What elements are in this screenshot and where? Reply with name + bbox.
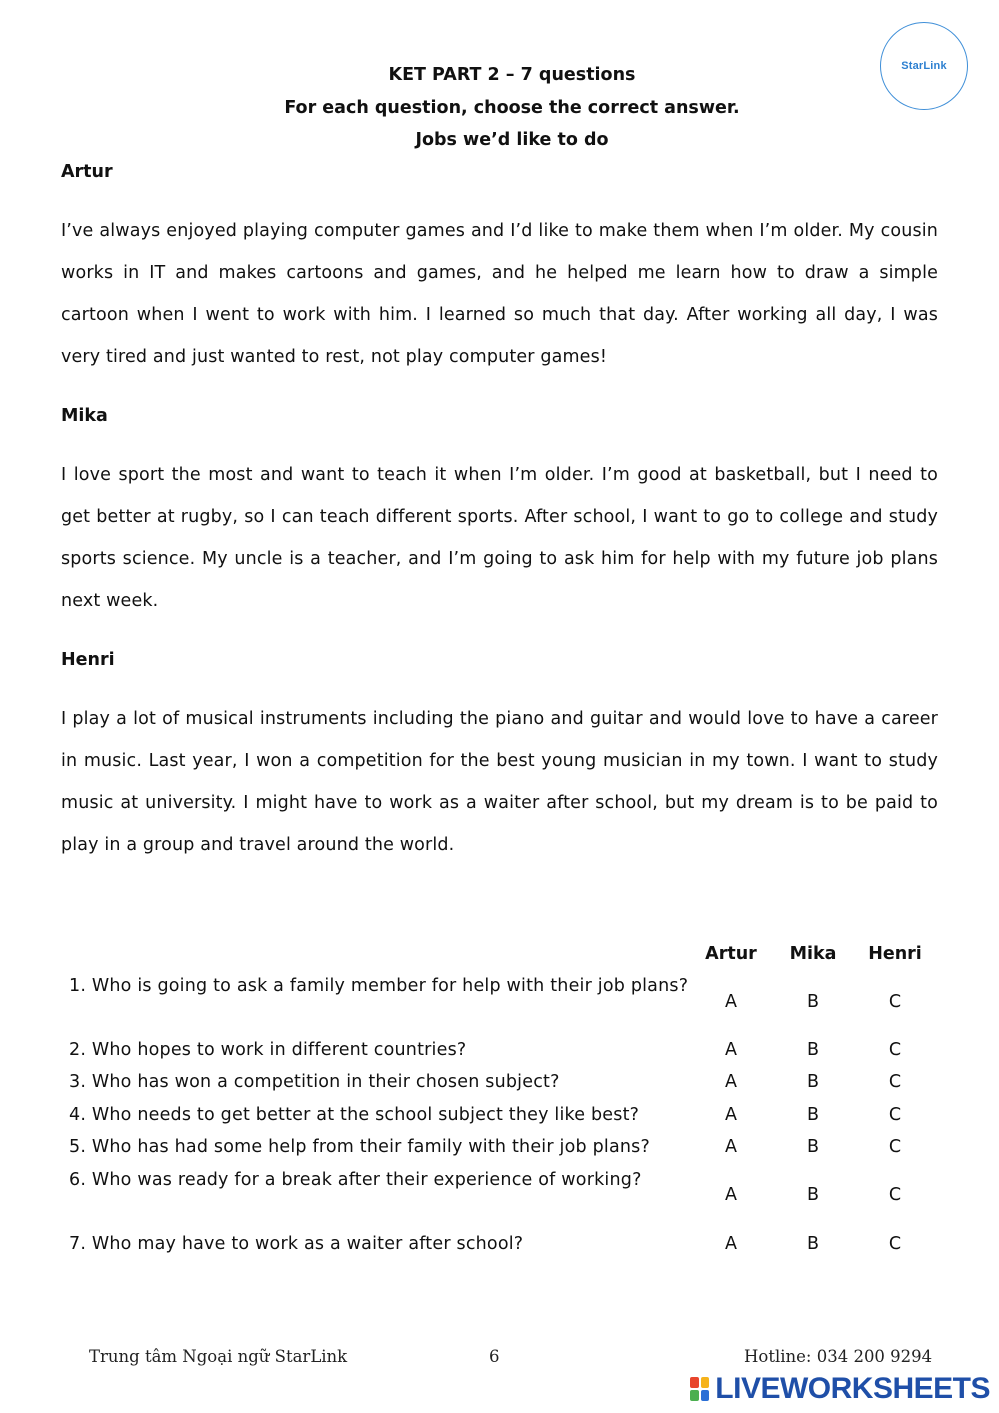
section-text-henri: I play a lot of musical instruments including the piano and guitar and would love to have a career in music. Last year, I won a competition for the best young musician in my town. I want to study music at university. I might have to work as a waiter after school, but my dream is to be paid to play in a group and travel around the world. xyxy=(61,709,938,855)
q1-option-b[interactable]: B xyxy=(806,992,819,1012)
question-4: 4. Who needs to get better at the school subject they like best? xyxy=(69,1105,640,1125)
q1-option-c[interactable]: C xyxy=(888,992,902,1012)
logo-text: StarLink xyxy=(901,60,947,72)
section-text-mika: I love sport the most and want to teach it when I’m older. I’m good at basketball, but I need to get better at rugby, so I can teach different sports. After school, I want to go to college and study sports science. My uncle is a teacher, and I’m going to ask him for help with my future job plans next week. xyxy=(61,465,938,611)
section-text-artur: I’ve always enjoyed playing computer games and I’d like to make them when I’m older. My cousin works in IT and makes cartoons and games, and he helped me learn how to draw a simple cartoon when I went to work with him. I learned so much that day. After working all day, I was very tired and just wanted to rest, not play computer games! xyxy=(61,221,938,367)
q3-option-a[interactable]: A xyxy=(725,1072,737,1092)
q5-option-c[interactable]: C xyxy=(888,1137,902,1157)
q1-option-a[interactable]: A xyxy=(725,992,737,1012)
q4-option-a[interactable]: A xyxy=(725,1105,737,1125)
q5-option-a[interactable]: A xyxy=(725,1137,737,1157)
q3-option-c[interactable]: C xyxy=(888,1072,902,1092)
section-name-henri: Henri xyxy=(61,650,115,670)
q4-option-c[interactable]: C xyxy=(888,1105,902,1125)
section-name-artur: Artur xyxy=(61,162,113,182)
footer-center-name: Trung tâm Ngoại ngữ StarLink xyxy=(89,1347,348,1366)
worksheet-title: KET PART 2 – 7 questions xyxy=(388,65,636,85)
q2-option-c[interactable]: C xyxy=(888,1040,902,1060)
q6-option-b[interactable]: B xyxy=(806,1185,819,1205)
instructions: For each question, choose the correct answer. xyxy=(284,98,740,118)
question-3: 3. Who has won a competition in their chosen subject? xyxy=(69,1072,560,1092)
q2-option-b[interactable]: B xyxy=(806,1040,819,1060)
q4-option-b[interactable]: B xyxy=(806,1105,819,1125)
question-7: 7. Who may have to work as a waiter after school? xyxy=(69,1234,524,1254)
liveworksheets-wordmark: LIVEWORKSHEETS xyxy=(715,1372,990,1405)
footer-hotline: Hotline: 034 200 9294 xyxy=(744,1347,933,1366)
q7-option-b[interactable]: B xyxy=(806,1234,819,1254)
question-2: 2. Who hopes to work in different countries? xyxy=(69,1040,467,1060)
q6-option-a[interactable]: A xyxy=(725,1185,737,1205)
question-6: 6. Who was ready for a break after their experience of working? xyxy=(69,1170,642,1190)
section-name-mika: Mika xyxy=(61,406,108,426)
column-header-artur: Artur xyxy=(705,944,757,964)
icon-square-3 xyxy=(690,1390,699,1401)
question-5: 5. Who has had some help from their family with their job plans? xyxy=(69,1137,650,1157)
q3-option-b[interactable]: B xyxy=(806,1072,819,1092)
q2-option-a[interactable]: A xyxy=(725,1040,737,1060)
q6-option-c[interactable]: C xyxy=(888,1185,902,1205)
q5-option-b[interactable]: B xyxy=(806,1137,819,1157)
icon-square-4 xyxy=(701,1390,710,1401)
liveworksheets-brand[interactable] xyxy=(690,1372,990,1406)
question-1: 1. Who is going to ask a family member for help with their job plans? xyxy=(69,976,689,996)
icon-square-1 xyxy=(690,1377,699,1388)
q7-option-a[interactable]: A xyxy=(725,1234,737,1254)
reading-title: Jobs we’d like to do xyxy=(415,130,609,150)
q7-option-c[interactable]: C xyxy=(888,1234,902,1254)
column-header-mika: Mika xyxy=(789,944,837,964)
column-header-henri: Henri xyxy=(868,944,922,964)
icon-square-2 xyxy=(701,1377,710,1388)
footer-page-number: 6 xyxy=(489,1347,500,1366)
liveworksheets-icon xyxy=(690,1377,709,1401)
